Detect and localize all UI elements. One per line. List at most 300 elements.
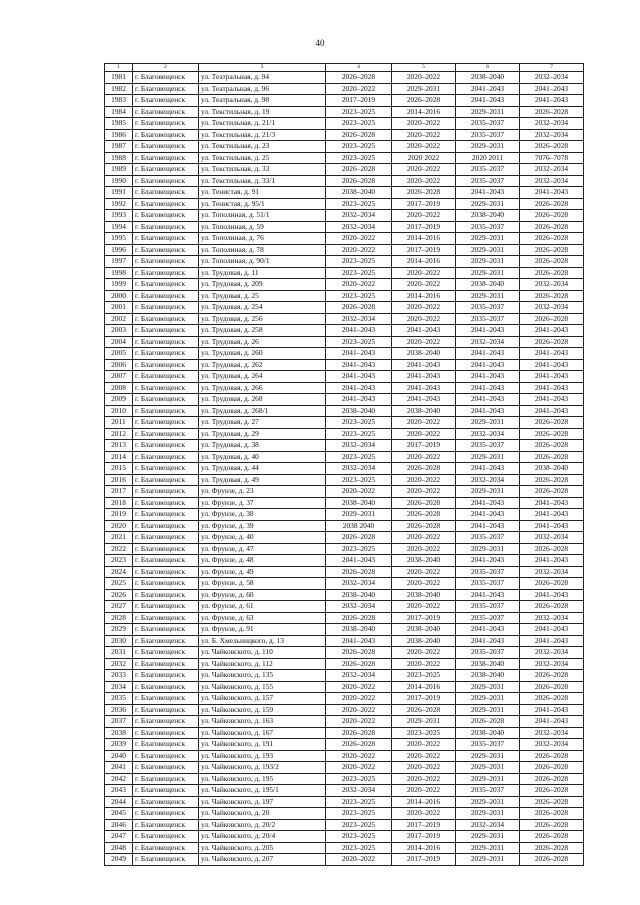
- period-cell: 2041–2043: [456, 405, 520, 417]
- period-cell: 2029–2031: [456, 244, 520, 256]
- period-cell: 2032–2034: [326, 601, 392, 613]
- period-cell: 2032–2034: [456, 428, 520, 440]
- table-body: [105, 72, 584, 866]
- city-cell: г. Благовещенск: [133, 796, 199, 808]
- table-row: [105, 670, 584, 682]
- period-cell: 2041–2043: [520, 359, 584, 371]
- row-number: 2001: [105, 302, 133, 314]
- period-cell: 2026–2028: [520, 796, 584, 808]
- period-cell: 2029–2031: [392, 83, 456, 95]
- address-cell: ул. Трудовая, д. 29: [199, 428, 326, 440]
- address-cell: ул. Чайковского, д. 191: [199, 739, 326, 751]
- period-cell: 2038–2040: [392, 624, 456, 636]
- row-number: 2016: [105, 474, 133, 486]
- period-cell: 2020 2022: [392, 152, 456, 164]
- period-cell: 2029–2031: [456, 762, 520, 774]
- row-number: 2018: [105, 497, 133, 509]
- row-number: 1986: [105, 129, 133, 141]
- row-number: 2009: [105, 394, 133, 406]
- table-row: [105, 233, 584, 245]
- period-cell: 2017–2019: [392, 819, 456, 831]
- period-cell: 2041–2043: [520, 187, 584, 199]
- period-cell: 2029–2031: [456, 704, 520, 716]
- period-cell: 2020–2022: [326, 233, 392, 245]
- table-row: [105, 221, 584, 233]
- row-number: 2032: [105, 658, 133, 670]
- table-row: [105, 440, 584, 452]
- period-cell: 2029–2031: [456, 267, 520, 279]
- row-number: 2039: [105, 739, 133, 751]
- period-cell: 2026–2028: [520, 785, 584, 797]
- address-cell: ул. Чайковского, д. 159: [199, 704, 326, 716]
- city-cell: г. Благовещенск: [133, 474, 199, 486]
- table-row: [105, 198, 584, 210]
- table-row: [105, 739, 584, 751]
- city-cell: г. Благовещенск: [133, 555, 199, 567]
- table-row: [105, 302, 584, 314]
- row-number: 1984: [105, 106, 133, 118]
- period-cell: 2029–2031: [456, 842, 520, 854]
- address-cell: ул. Чайковского, д. 20/4: [199, 831, 326, 843]
- table-row: [105, 612, 584, 624]
- address-cell: ул. Фрунзе, д. 48: [199, 555, 326, 567]
- period-cell: 2026–2028: [520, 244, 584, 256]
- period-cell: 2020–2022: [392, 141, 456, 153]
- period-cell: 2041–2043: [520, 95, 584, 107]
- city-cell: г. Благовещенск: [133, 256, 199, 268]
- row-number: 2010: [105, 405, 133, 417]
- period-cell: 2026–2028: [520, 750, 584, 762]
- period-cell: 2026–2028: [392, 520, 456, 532]
- period-cell: 2026–2028: [520, 486, 584, 498]
- city-cell: г. Благовещенск: [133, 118, 199, 130]
- period-cell: 2026–2028: [392, 463, 456, 475]
- row-number: 2002: [105, 313, 133, 325]
- period-cell: 2041–2043: [456, 509, 520, 521]
- period-cell: 2041–2043: [520, 716, 584, 728]
- table-row: [105, 256, 584, 268]
- table-row: [105, 141, 584, 153]
- city-cell: г. Благовещенск: [133, 716, 199, 728]
- table-row: [105, 267, 584, 279]
- row-number: 2021: [105, 532, 133, 544]
- period-cell: 2041–2043: [520, 520, 584, 532]
- address-cell: ул. Фрунзе, д. 49: [199, 566, 326, 578]
- address-cell: ул. Трудовая, д. 258: [199, 325, 326, 337]
- address-cell: ул. Трудовая, д. 262: [199, 359, 326, 371]
- table-row: [105, 566, 584, 578]
- period-cell: 2041–2043: [392, 325, 456, 337]
- period-cell: 2032–2034: [520, 658, 584, 670]
- period-cell: 2029–2031: [456, 417, 520, 429]
- address-cell: ул. Тенистая, д. 91: [199, 187, 326, 199]
- period-cell: 2035–2037: [456, 647, 520, 659]
- address-cell: ул. Чайковского, д. 167: [199, 727, 326, 739]
- row-number: 2025: [105, 578, 133, 590]
- row-number: 1992: [105, 198, 133, 210]
- city-cell: г. Благовещенск: [133, 210, 199, 222]
- address-cell: ул. Трудовая, д. 209: [199, 279, 326, 291]
- city-cell: г. Благовещенск: [133, 612, 199, 624]
- period-cell: 2020–2022: [392, 647, 456, 659]
- city-cell: г. Благовещенск: [133, 727, 199, 739]
- period-cell: 2020–2022: [392, 566, 456, 578]
- address-cell: ул. Трудовая, д. 27: [199, 417, 326, 429]
- period-cell: 2026–2028: [520, 808, 584, 820]
- city-cell: г. Благовещенск: [133, 486, 199, 498]
- period-cell: 2032–2034: [326, 440, 392, 452]
- period-cell: 2017–2019: [392, 198, 456, 210]
- period-cell: 2026–2028: [520, 819, 584, 831]
- row-number: 2046: [105, 819, 133, 831]
- address-cell: ул. Чайковского, д. 20/2: [199, 819, 326, 831]
- period-cell: 2029–2031: [456, 233, 520, 245]
- column-number: 4: [326, 64, 392, 72]
- row-number: 1985: [105, 118, 133, 130]
- city-cell: г. Благовещенск: [133, 831, 199, 843]
- period-cell: 2041–2043: [520, 589, 584, 601]
- period-cell: 2020–2022: [392, 601, 456, 613]
- period-cell: 2038–2040: [326, 405, 392, 417]
- period-cell: 2023–2025: [326, 773, 392, 785]
- city-cell: г. Благовещенск: [133, 762, 199, 774]
- address-cell: ул. Чайковского, д. 112: [199, 658, 326, 670]
- period-cell: 2023–2025: [392, 670, 456, 682]
- address-cell: ул. Фрунзе, д. 91: [199, 624, 326, 636]
- period-cell: 2041–2043: [456, 83, 520, 95]
- address-cell: ул. Чайковского, д. 110: [199, 647, 326, 659]
- period-cell: 2038–2040: [456, 210, 520, 222]
- period-cell: 2026–2028: [520, 198, 584, 210]
- period-cell: 2023–2025: [326, 290, 392, 302]
- city-cell: г. Благовещенск: [133, 106, 199, 118]
- address-cell: ул. Чайковского, д. 197: [199, 796, 326, 808]
- table-row: [105, 854, 584, 866]
- period-cell: 2041–2043: [456, 624, 520, 636]
- period-cell: 2041–2043: [326, 348, 392, 360]
- address-cell: ул. Фрунзе, д. 47: [199, 543, 326, 555]
- address-cell: ул. Трудовая, д. 254: [199, 302, 326, 314]
- period-cell: 2038–2040: [326, 589, 392, 601]
- period-cell: 2038–2040: [326, 497, 392, 509]
- period-cell: 2014–2016: [392, 106, 456, 118]
- city-cell: г. Благовещенск: [133, 658, 199, 670]
- period-cell: 2041–2043: [520, 394, 584, 406]
- table-row: [105, 428, 584, 440]
- city-cell: г. Благовещенск: [133, 233, 199, 245]
- city-cell: г. Благовещенск: [133, 532, 199, 544]
- period-cell: 2020–2022: [392, 175, 456, 187]
- period-cell: 2014–2016: [392, 681, 456, 693]
- city-cell: г. Благовещенск: [133, 428, 199, 440]
- address-cell: ул. Текстильная, д. 33: [199, 164, 326, 176]
- city-cell: г. Благовещенск: [133, 520, 199, 532]
- row-number: 2011: [105, 417, 133, 429]
- period-cell: 2041–2043: [456, 589, 520, 601]
- period-cell: 2038–2040: [392, 405, 456, 417]
- table-row: [105, 164, 584, 176]
- address-cell: ул. Трудовая, д. 11: [199, 267, 326, 279]
- table-row: [105, 831, 584, 843]
- city-cell: г. Благовещенск: [133, 141, 199, 153]
- city-cell: г. Благовещенск: [133, 750, 199, 762]
- city-cell: г. Благовещенск: [133, 773, 199, 785]
- address-cell: ул. Театральная, д. 96: [199, 83, 326, 95]
- table-row: [105, 693, 584, 705]
- row-number: 1999: [105, 279, 133, 291]
- period-cell: 2041–2043: [520, 83, 584, 95]
- period-cell: 2032–2034: [456, 474, 520, 486]
- period-cell: 2020–2022: [392, 762, 456, 774]
- row-number: 1995: [105, 233, 133, 245]
- period-cell: 2035–2037: [456, 601, 520, 613]
- row-number: 2022: [105, 543, 133, 555]
- city-cell: г. Благовещенск: [133, 451, 199, 463]
- period-cell: 2032–2034: [326, 221, 392, 233]
- period-cell: 2020–2022: [392, 336, 456, 348]
- period-cell: 2020–2022: [326, 704, 392, 716]
- period-cell: 2032–2034: [456, 336, 520, 348]
- row-number: 1998: [105, 267, 133, 279]
- table-row: [105, 187, 584, 199]
- address-cell: ул. Чайковского, д. 163: [199, 716, 326, 728]
- city-cell: г. Благовещенск: [133, 382, 199, 394]
- row-number: 1989: [105, 164, 133, 176]
- address-cell: ул. Трудовая, д. 49: [199, 474, 326, 486]
- address-cell: ул. Чайковского, д. 195/1: [199, 785, 326, 797]
- period-cell: 2020–2022: [392, 739, 456, 751]
- period-cell: 2041–2043: [326, 555, 392, 567]
- table-row: [105, 175, 584, 187]
- period-cell: 2020–2022: [326, 750, 392, 762]
- city-cell: г. Благовещенск: [133, 635, 199, 647]
- period-cell: 2026–2028: [520, 210, 584, 222]
- period-cell: 2035–2037: [456, 739, 520, 751]
- row-number: 2043: [105, 785, 133, 797]
- table-row: [105, 578, 584, 590]
- period-cell: 2029–2031: [456, 831, 520, 843]
- period-cell: 2026–2028: [520, 267, 584, 279]
- period-cell: 2041–2043: [456, 635, 520, 647]
- city-cell: г. Благовещенск: [133, 854, 199, 866]
- row-number: 1988: [105, 152, 133, 164]
- city-cell: г. Благовещенск: [133, 221, 199, 233]
- period-cell: 2026–2028: [520, 693, 584, 705]
- period-cell: 2023–2025: [326, 808, 392, 820]
- address-cell: ул. Трудовая, д. 38: [199, 440, 326, 452]
- period-cell: 2020–2022: [326, 83, 392, 95]
- period-cell: 2038–2040: [456, 670, 520, 682]
- period-cell: 2032–2034: [520, 566, 584, 578]
- city-cell: г. Благовещенск: [133, 72, 199, 84]
- table-row: [105, 796, 584, 808]
- period-cell: 2041–2043: [456, 463, 520, 475]
- city-cell: г. Благовещенск: [133, 83, 199, 95]
- period-cell: 2023–2025: [326, 451, 392, 463]
- row-number: 1993: [105, 210, 133, 222]
- period-cell: 2014–2016: [392, 256, 456, 268]
- table-row: [105, 555, 584, 567]
- period-cell: 2032–2034: [520, 72, 584, 84]
- period-cell: 2041–2043: [520, 704, 584, 716]
- city-cell: г. Благовещенск: [133, 681, 199, 693]
- period-cell: 2023–2025: [326, 267, 392, 279]
- period-cell: 2026–2028: [392, 509, 456, 521]
- period-cell: 2029–2031: [456, 486, 520, 498]
- row-number: 2033: [105, 670, 133, 682]
- table-row: [105, 348, 584, 360]
- period-cell: 2029–2031: [326, 509, 392, 521]
- row-number: 2047: [105, 831, 133, 843]
- row-number: 2038: [105, 727, 133, 739]
- table-row: [105, 244, 584, 256]
- column-number: 5: [392, 64, 456, 72]
- address-cell: ул. Фрунзе, д. 58: [199, 578, 326, 590]
- address-cell: ул. Чайковского, д. 193: [199, 750, 326, 762]
- period-cell: 2026–2028: [520, 842, 584, 854]
- table-row: [105, 543, 584, 555]
- table-row: [105, 313, 584, 325]
- address-cell: ул. Трудовая, д. 40: [199, 451, 326, 463]
- period-cell: 2026–2028: [520, 681, 584, 693]
- table-row: [105, 152, 584, 164]
- city-cell: г. Благовещенск: [133, 440, 199, 452]
- city-cell: г. Благовещенск: [133, 417, 199, 429]
- period-cell: 2020–2022: [392, 773, 456, 785]
- period-cell: 2026–2028: [520, 256, 584, 268]
- period-cell: 2014–2016: [392, 233, 456, 245]
- period-cell: 2032–2034: [520, 118, 584, 130]
- period-cell: 2026–2028: [520, 451, 584, 463]
- table-row: [105, 520, 584, 532]
- address-cell: ул. Чайковского, д. 20: [199, 808, 326, 820]
- row-number: 2031: [105, 647, 133, 659]
- address-cell: ул. Тополиная, д. 90/1: [199, 256, 326, 268]
- period-cell: 2023–2025: [326, 831, 392, 843]
- period-cell: 2026–2028: [520, 417, 584, 429]
- period-cell: 2035–2037: [456, 532, 520, 544]
- row-number: 2040: [105, 750, 133, 762]
- period-cell: 2038–2040: [326, 624, 392, 636]
- period-cell: 2041–2043: [326, 359, 392, 371]
- period-cell: 2041–2043: [520, 497, 584, 509]
- period-cell: 2032–2034: [326, 670, 392, 682]
- city-cell: г. Благовещенск: [133, 670, 199, 682]
- period-cell: 2020–2022: [392, 474, 456, 486]
- city-cell: г. Благовещенск: [133, 348, 199, 360]
- period-cell: 2029–2031: [456, 693, 520, 705]
- address-cell: ул. Трудовая, д. 266: [199, 382, 326, 394]
- period-cell: 2020–2022: [326, 716, 392, 728]
- table-row: [105, 474, 584, 486]
- period-cell: 2032–2034: [520, 647, 584, 659]
- period-cell: 2041–2043: [520, 382, 584, 394]
- period-cell: 2032–2034: [520, 175, 584, 187]
- period-cell: 2014–2016: [392, 842, 456, 854]
- period-cell: 2029–2031: [392, 716, 456, 728]
- period-cell: 2029–2031: [456, 750, 520, 762]
- period-cell: 2026–2028: [326, 532, 392, 544]
- address-cell: ул. Фрунзе, д. 40: [199, 532, 326, 544]
- city-cell: г. Благовещенск: [133, 405, 199, 417]
- schedule-table-container: [104, 63, 583, 866]
- table-row: [105, 716, 584, 728]
- period-cell: 2032–2034: [456, 819, 520, 831]
- city-cell: г. Благовещенск: [133, 578, 199, 590]
- city-cell: г. Благовещенск: [133, 359, 199, 371]
- table-row: [105, 624, 584, 636]
- period-cell: 2035–2037: [456, 440, 520, 452]
- period-cell: 2026–2028: [392, 704, 456, 716]
- table-row: [105, 394, 584, 406]
- table-row: [105, 451, 584, 463]
- period-cell: 2041–2043: [456, 555, 520, 567]
- column-number: 2: [133, 64, 199, 72]
- table-row: [105, 647, 584, 659]
- period-cell: 2020–2022: [392, 808, 456, 820]
- period-cell: 2029–2031: [456, 290, 520, 302]
- period-cell: 2026–2028: [520, 440, 584, 452]
- period-cell: 2023–2025: [326, 336, 392, 348]
- period-cell: 2041–2043: [456, 520, 520, 532]
- city-cell: г. Благовещенск: [133, 589, 199, 601]
- address-cell: ул. Текстильная, д. 33/1: [199, 175, 326, 187]
- city-cell: г. Благовещенск: [133, 244, 199, 256]
- row-number: 2008: [105, 382, 133, 394]
- city-cell: г. Благовещенск: [133, 302, 199, 314]
- period-cell: 2023–2025: [326, 417, 392, 429]
- table-row: [105, 118, 584, 130]
- address-cell: ул. Театральная, д. 94: [199, 72, 326, 84]
- period-cell: 2032–2034: [520, 279, 584, 291]
- period-cell: 2026–2028: [520, 221, 584, 233]
- address-cell: ул. Текстильная, д. 19: [199, 106, 326, 118]
- period-cell: 2023–2025: [326, 819, 392, 831]
- row-number: 2013: [105, 440, 133, 452]
- period-cell: 2035–2037: [456, 221, 520, 233]
- period-cell: 2026–2028: [392, 187, 456, 199]
- period-cell: 2038–2040: [392, 555, 456, 567]
- period-cell: 2017–2019: [392, 831, 456, 843]
- table-row: [105, 129, 584, 141]
- table-row: [105, 72, 584, 84]
- period-cell: 2029–2031: [456, 106, 520, 118]
- period-cell: 2041–2043: [520, 405, 584, 417]
- page-number: 40: [315, 38, 325, 48]
- period-cell: 2041–2043: [456, 497, 520, 509]
- period-cell: 2032–2034: [326, 313, 392, 325]
- city-cell: г. Благовещенск: [133, 198, 199, 210]
- row-number: 2012: [105, 428, 133, 440]
- period-cell: 2032–2034: [326, 463, 392, 475]
- city-cell: г. Благовещенск: [133, 693, 199, 705]
- period-cell: 2020–2022: [326, 762, 392, 774]
- period-cell: 2038–2040: [392, 348, 456, 360]
- table-row: [105, 842, 584, 854]
- period-cell: 2023–2025: [326, 474, 392, 486]
- row-number: 2014: [105, 451, 133, 463]
- period-cell: 2026–2028: [326, 727, 392, 739]
- period-cell: 2017–2019: [326, 95, 392, 107]
- row-number: 2006: [105, 359, 133, 371]
- period-cell: 2026–2028: [520, 336, 584, 348]
- period-cell: 2026–2028: [520, 601, 584, 613]
- period-cell: 2041–2043: [456, 325, 520, 337]
- period-cell: 2029–2031: [456, 198, 520, 210]
- period-cell: 2029–2031: [456, 141, 520, 153]
- row-number: 2030: [105, 635, 133, 647]
- city-cell: г. Благовещенск: [133, 129, 199, 141]
